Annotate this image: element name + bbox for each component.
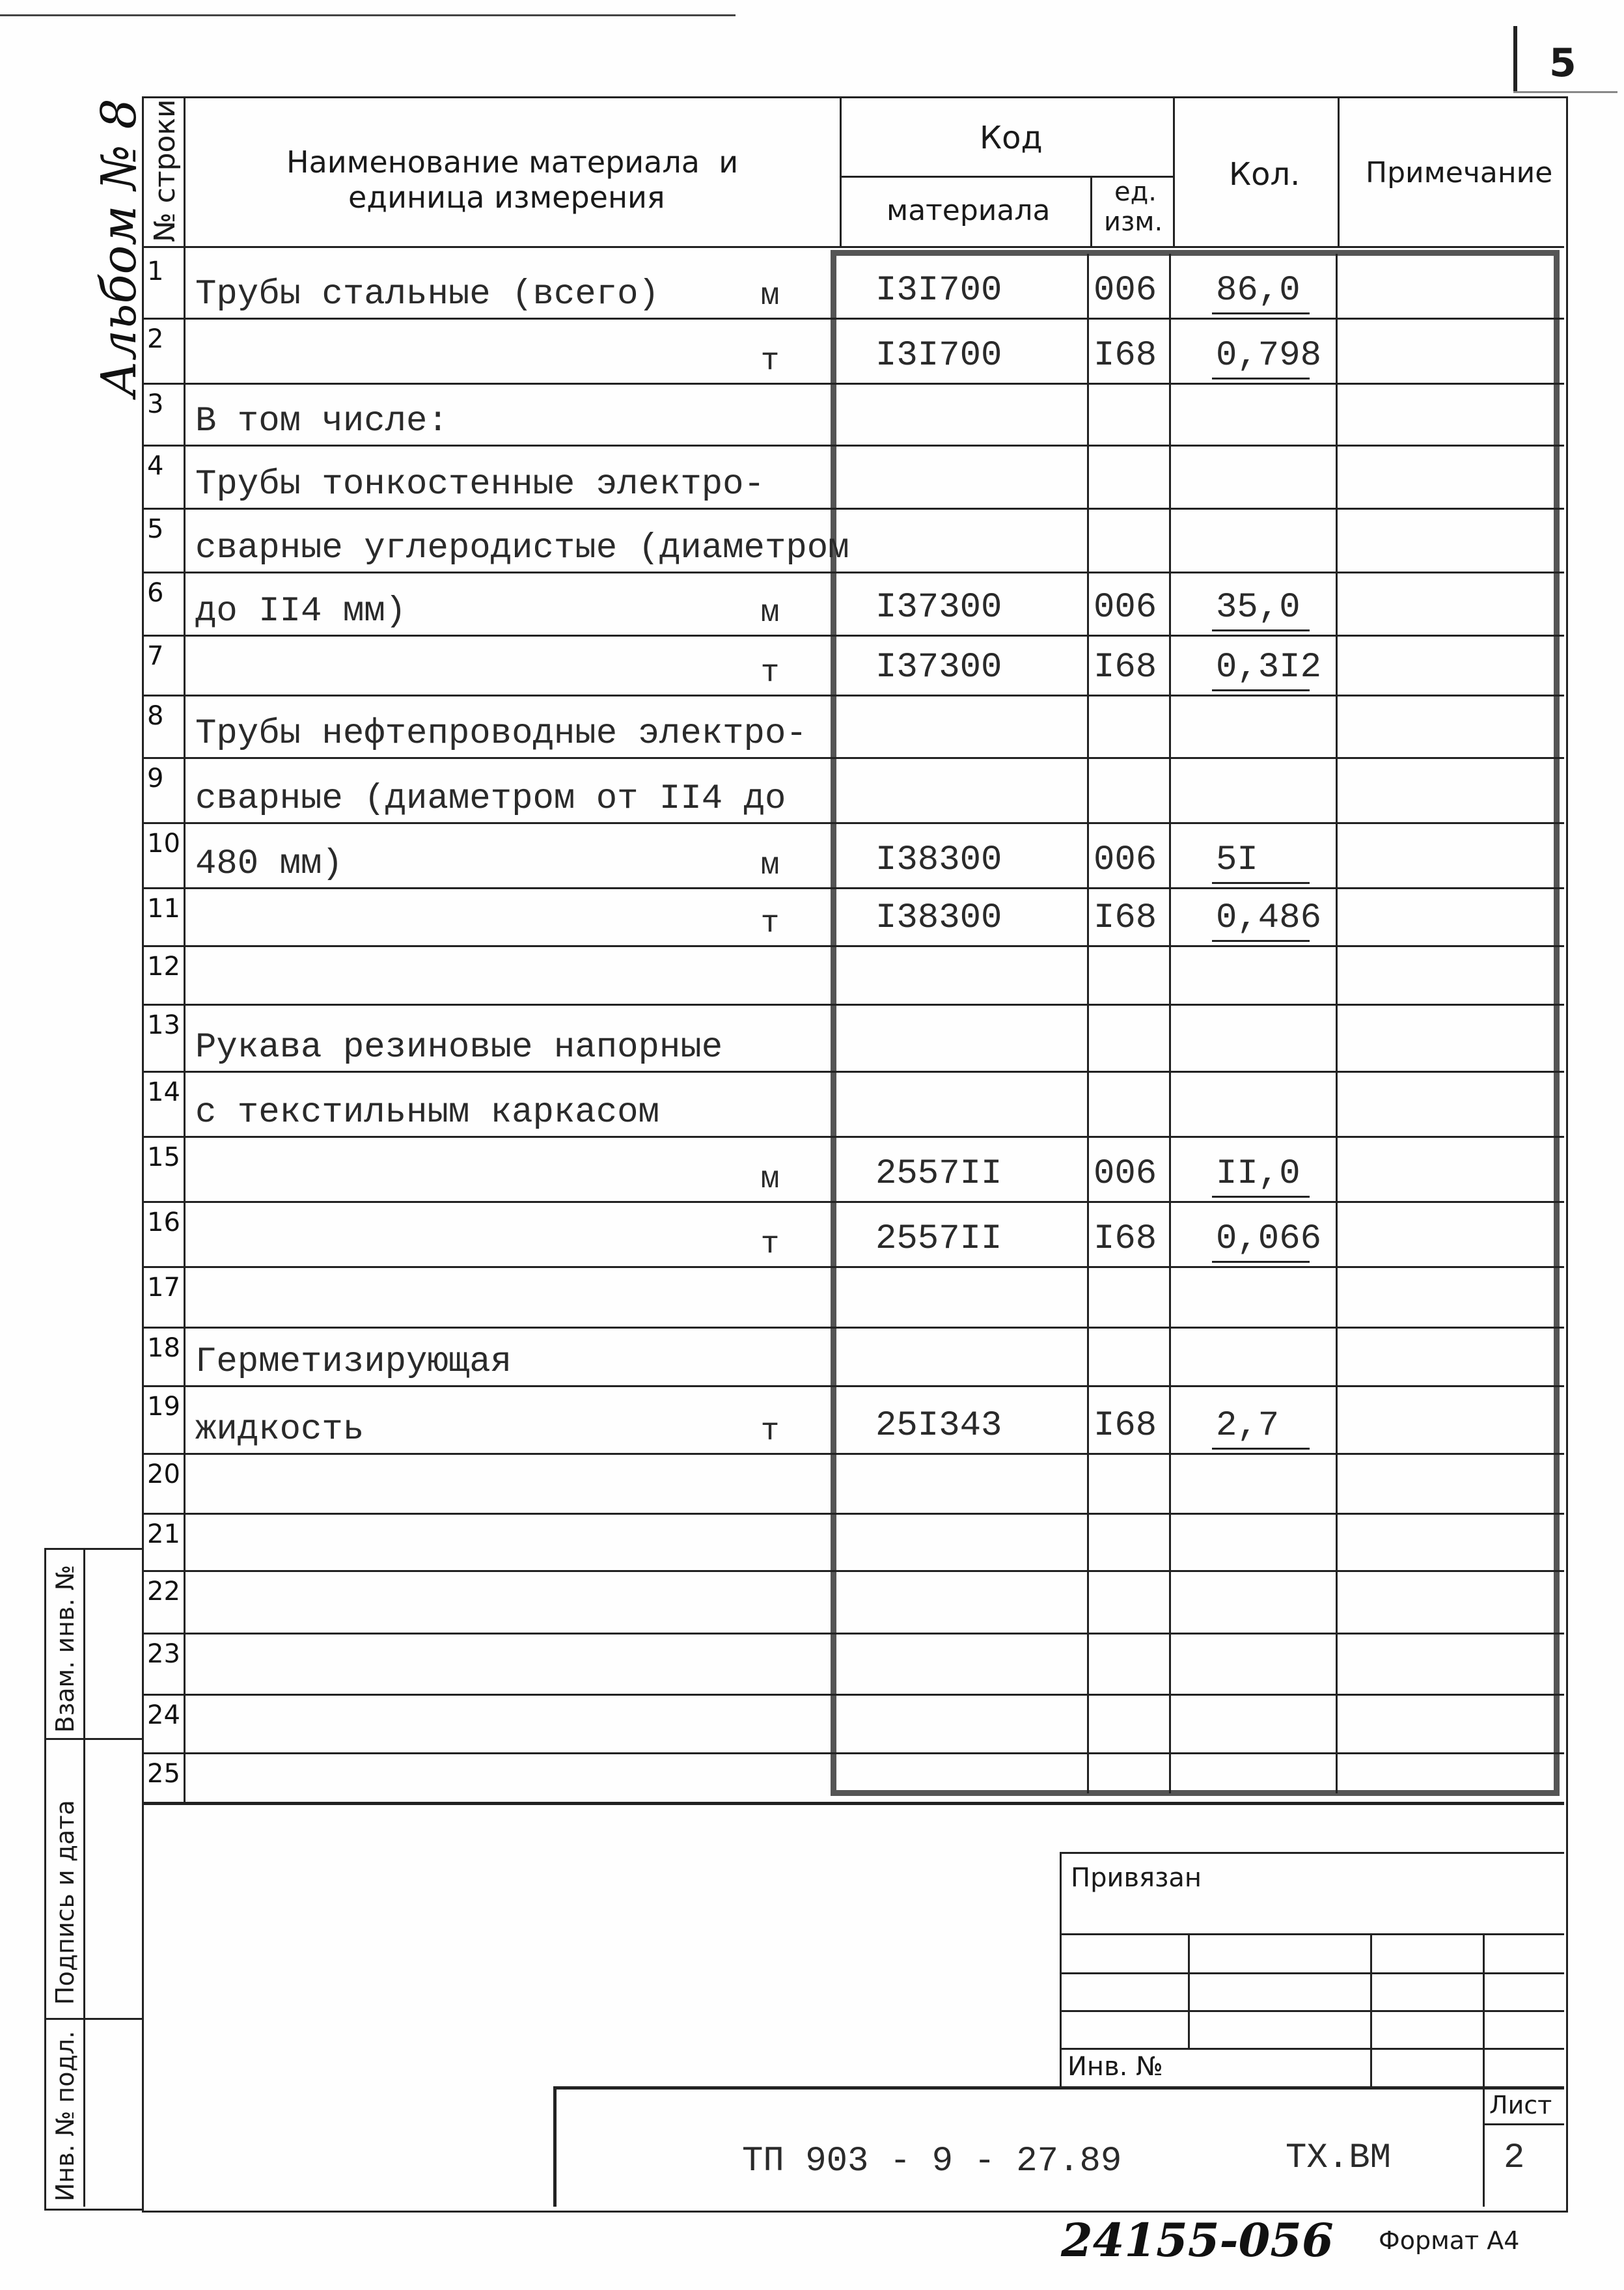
row-number: 6 <box>147 578 164 608</box>
quantity-underline <box>1212 1196 1310 1198</box>
row-name: Трубы тонкостенные электро- <box>195 465 765 504</box>
row-number: 8 <box>147 701 164 731</box>
row-unit: м <box>760 279 780 314</box>
header-name-line2: единица измерения <box>348 180 665 215</box>
row-unit-code: 006 <box>1094 840 1157 880</box>
row-unit: т <box>760 1227 780 1262</box>
row-number: 18 <box>147 1333 180 1363</box>
row-number: 2 <box>147 324 164 354</box>
row-number: 1 <box>147 256 164 286</box>
row-unit-code: 006 <box>1094 588 1157 628</box>
row-divider <box>142 945 1564 947</box>
row-number: 23 <box>147 1639 180 1669</box>
side-label-vzam: Взам. инв. № <box>51 1564 79 1733</box>
row-quantity: 2,7 <box>1216 1406 1280 1446</box>
footer-handwritten-number: 24155-05 <box>1061 2213 1302 2267</box>
footer-page: 6 <box>1302 2213 1334 2267</box>
row-unit: т <box>760 655 780 691</box>
top-edge-line <box>0 14 736 16</box>
row-name: с текстильным каркасом <box>195 1093 659 1133</box>
row-name: сварные углеродистые (диаметром <box>195 529 849 568</box>
quantity-underline <box>1212 1261 1310 1263</box>
row-divider <box>142 572 1564 573</box>
row-divider <box>142 635 1564 637</box>
row-quantity: 35,0 <box>1216 588 1301 628</box>
row-unit: м <box>760 1162 780 1197</box>
row-name: Герметизирующая <box>195 1342 512 1382</box>
row-unit: м <box>760 848 780 883</box>
row-divider <box>142 383 1564 385</box>
corner-bracket-bottom <box>1513 91 1617 93</box>
row-divider <box>142 1633 1564 1635</box>
row-divider <box>142 1327 1564 1329</box>
row-number: 3 <box>147 389 164 419</box>
row-divider <box>142 887 1564 889</box>
row-divider <box>142 1513 1564 1515</box>
quantity-underline <box>1212 378 1310 379</box>
quantity-underline <box>1212 312 1310 314</box>
row-number: 17 <box>147 1273 180 1303</box>
side-label-inv-podl: Инв. № подл. <box>51 2030 79 2201</box>
row-material-code: 2557II <box>875 1154 1002 1194</box>
quantity-underline <box>1212 689 1310 691</box>
corner-bracket <box>1513 26 1517 91</box>
row-divider <box>142 1071 1564 1073</box>
row-unit-code: I68 <box>1094 898 1157 938</box>
row-divider <box>142 822 1564 824</box>
header-row-no: № строки <box>148 99 182 242</box>
stamp-sheet: 2 <box>1504 2138 1525 2178</box>
row-name: сварные (диаметром от II4 до <box>195 779 786 819</box>
quantity-underline <box>1212 629 1310 631</box>
row-material-code: I37300 <box>875 588 1002 628</box>
row-divider <box>142 1004 1564 1006</box>
row-quantity: 0,3I2 <box>1216 648 1322 687</box>
row-unit-code: I68 <box>1094 336 1157 376</box>
stamp-doc-mark: ТХ.ВМ <box>1286 2138 1392 2178</box>
header-note: Примечание <box>1366 156 1553 189</box>
header-code: Код <box>980 120 1043 156</box>
row-divider <box>142 318 1564 320</box>
row-unit-code: I68 <box>1094 1406 1157 1446</box>
header-material: материала <box>887 194 1051 227</box>
row-unit: т <box>760 906 780 941</box>
footer-format: Формат А4 <box>1379 2226 1520 2255</box>
row-number: 11 <box>147 894 180 924</box>
row-number: 7 <box>147 641 164 671</box>
row-name: Трубы стальные (всего) <box>195 275 659 314</box>
row-number: 21 <box>147 1519 180 1549</box>
header-unit-line2: изм. <box>1104 207 1163 237</box>
row-number: 4 <box>147 451 164 481</box>
header-name-line1: Наименование материала и <box>286 145 739 180</box>
row-unit-code: I68 <box>1094 648 1157 687</box>
row-divider <box>142 1136 1564 1138</box>
row-quantity: 0,066 <box>1216 1219 1322 1259</box>
stamp-list-label: Лист <box>1489 2091 1552 2119</box>
row-divider <box>142 1201 1564 1203</box>
side-label-podpis: Подпись и дата <box>51 1800 79 2005</box>
row-quantity: 5I <box>1216 840 1258 880</box>
row-material-code: I37300 <box>875 648 1002 687</box>
row-unit-code: I68 <box>1094 1219 1157 1259</box>
row-quantity: II,0 <box>1216 1154 1301 1194</box>
row-number: 9 <box>147 764 164 793</box>
row-material-code: 2557II <box>875 1219 1002 1259</box>
row-divider <box>142 757 1564 759</box>
album-label: Альбом № 8 <box>91 98 147 397</box>
quantity-underline <box>1212 1448 1310 1450</box>
row-name: Рукава резиновые напорные <box>195 1028 723 1068</box>
row-number: 19 <box>147 1392 180 1422</box>
row-material-code: I3I700 <box>875 336 1002 376</box>
page-corner-number: 5 <box>1549 40 1576 86</box>
row-number: 24 <box>147 1700 180 1730</box>
row-divider <box>142 1570 1564 1572</box>
row-name: В том числе: <box>195 402 448 441</box>
header-qty: Кол. <box>1229 156 1301 193</box>
data-block-frame <box>831 250 1560 1796</box>
row-name: Трубы нефтепроводные электро- <box>195 714 807 754</box>
row-number: 10 <box>147 829 180 859</box>
row-material-code: I3I700 <box>875 271 1002 310</box>
row-number: 12 <box>147 952 180 982</box>
row-number: 22 <box>147 1577 180 1607</box>
row-number: 13 <box>147 1010 180 1040</box>
row-name: 480 мм) <box>195 844 343 884</box>
row-quantity: 86,0 <box>1216 271 1301 310</box>
quantity-underline <box>1212 882 1310 884</box>
row-divider <box>142 1385 1564 1387</box>
row-number: 15 <box>147 1142 180 1172</box>
header-unit-line1: ед. <box>1114 177 1157 207</box>
stamp-privyazan: Привязан <box>1071 1863 1202 1893</box>
stamp-inv-no: Инв. № <box>1067 2052 1163 2082</box>
row-number: 20 <box>147 1459 180 1489</box>
row-name: до II4 мм) <box>195 592 407 631</box>
row-unit: т <box>760 1414 780 1449</box>
row-number: 14 <box>147 1077 180 1107</box>
row-material-code: 25I343 <box>875 1406 1002 1446</box>
row-divider <box>142 1266 1564 1268</box>
row-divider <box>142 1694 1564 1696</box>
row-divider <box>142 695 1564 697</box>
row-unit: м <box>760 596 780 631</box>
row-number: 25 <box>147 1759 180 1789</box>
row-quantity: 0,798 <box>1216 336 1322 376</box>
row-unit: т <box>760 344 780 379</box>
row-quantity: 0,486 <box>1216 898 1322 938</box>
row-material-code: I38300 <box>875 898 1002 938</box>
row-divider <box>142 1453 1564 1455</box>
row-divider <box>142 445 1564 447</box>
row-unit-code: 006 <box>1094 1154 1157 1194</box>
row-unit-code: 006 <box>1094 271 1157 310</box>
row-divider <box>142 1752 1564 1754</box>
row-divider <box>142 508 1564 510</box>
row-number: 5 <box>147 514 164 544</box>
quantity-underline <box>1212 940 1310 942</box>
row-name: жидкость <box>195 1410 365 1450</box>
row-number: 16 <box>147 1207 180 1237</box>
row-material-code: I38300 <box>875 840 1002 880</box>
stamp-doc-code: ТП 903 - 9 - 27.89 <box>742 2142 1122 2181</box>
